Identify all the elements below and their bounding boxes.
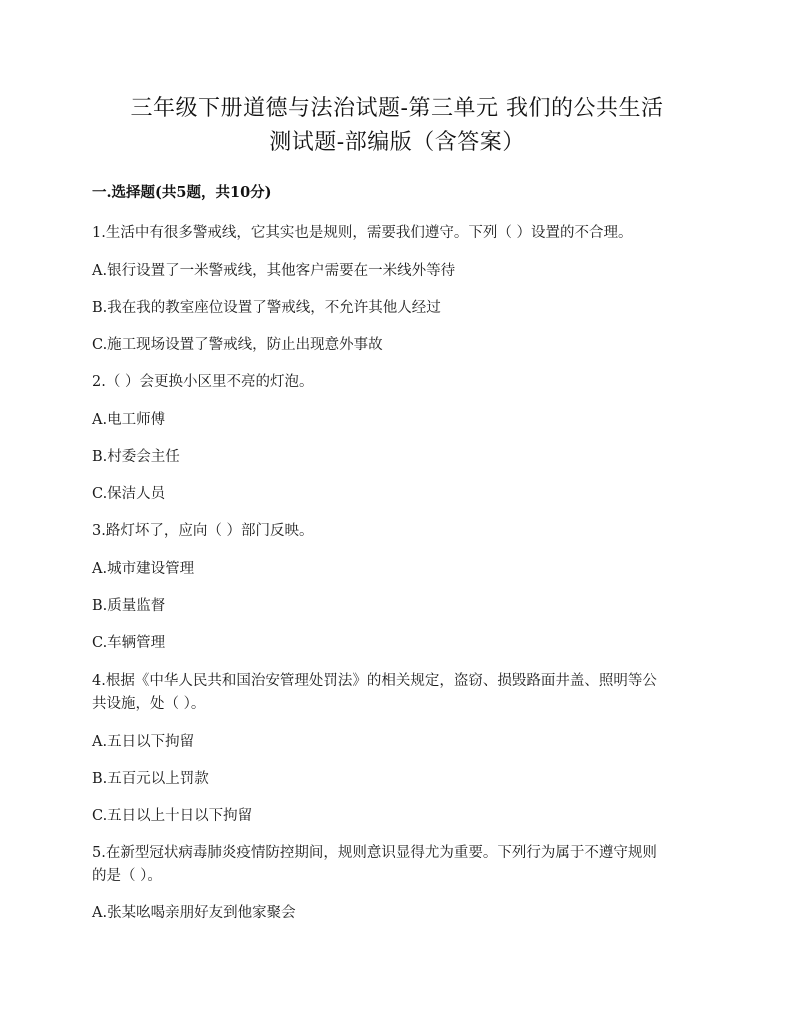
document-title-line-1: 三年级下册道德与法治试题-第三单元 我们的公共生活 xyxy=(130,96,664,121)
question-3-stem: 3.路灯坏了，应向（ ）部门反映。 xyxy=(92,523,314,539)
question-1-option-b: B.我在我的教室座位设置了警戒线，不允许其他人经过 xyxy=(92,300,441,316)
question-3-option-b: B.质量监督 xyxy=(92,598,166,614)
question-2-stem: 2.（ ）会更换小区里不亮的灯泡。 xyxy=(92,374,314,390)
question-5-stem-line-1: 5.在新型冠状病毒肺炎疫情防控期间，规则意识显得尤为重要。下列行为属于不遵守规则 xyxy=(92,845,657,861)
question-2-option-b: B.村委会主任 xyxy=(92,449,180,465)
question-4-option-b: B.五百元以上罚款 xyxy=(92,771,209,787)
question-2-option-c: C.保洁人员 xyxy=(92,486,166,502)
question-1-stem: 1.生活中有很多警戒线，它其实也是规则，需要我们遵守。下列（ ）设置的不合理。 xyxy=(92,225,633,241)
question-1-option-c: C.施工现场设置了警戒线，防止出现意外事故 xyxy=(92,337,383,353)
question-2-option-a: A.电工师傅 xyxy=(92,412,166,428)
question-3-option-a: A.城市建设管理 xyxy=(92,561,195,577)
document-title-line-2: 测试题-部编版（含答案） xyxy=(269,130,525,155)
question-4-stem-line-1: 4.根据《中华人民共和国治安管理处罚法》的相关规定，盗窃、损毁路面井盖、照明等公 xyxy=(92,673,657,689)
question-1-option-a: A.银行设置了一米警戒线，其他客户需要在一米线外等待 xyxy=(92,263,456,279)
question-3-option-c: C.车辆管理 xyxy=(92,635,166,651)
question-4-option-a: A.五日以下拘留 xyxy=(92,734,195,750)
question-5-option-a: A.张某吆喝亲朋好友到他家聚会 xyxy=(92,905,296,921)
question-4-stem-line-2: 共设施，处（ ）。 xyxy=(92,696,206,712)
section-heading: 一.选择题(共5题，共10分) xyxy=(92,184,272,201)
question-5-stem-line-2: 的是（ ）。 xyxy=(92,868,162,884)
question-4-option-c: C.五日以上十日以下拘留 xyxy=(92,808,253,824)
